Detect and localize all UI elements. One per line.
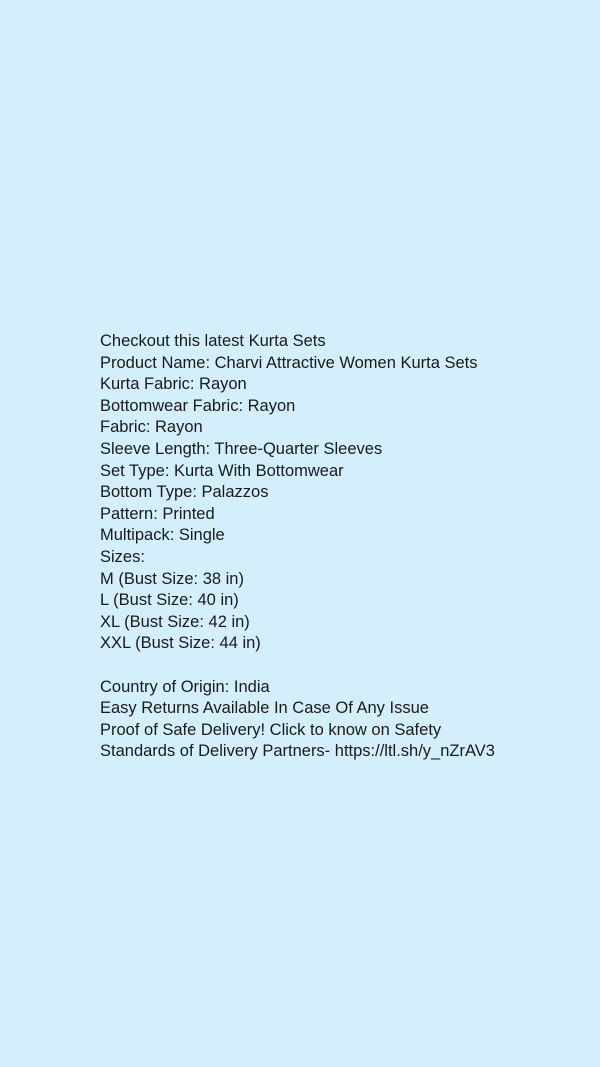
bottomwear-fabric-line: Bottomwear Fabric: Rayon bbox=[100, 396, 296, 415]
bottom-type-line: Bottom Type: Palazzos bbox=[100, 483, 269, 502]
product-name-line: Product Name: Charvi Attractive Women Kurta Sets bbox=[100, 353, 478, 372]
product-description bbox=[100, 331, 580, 763]
sizes-label: Sizes: bbox=[100, 547, 145, 566]
sleeve-length-line: Sleeve Length: Three-Quarter Sleeves bbox=[100, 439, 383, 458]
size-xxl-line: XXL (Bust Size: 44 in) bbox=[100, 634, 261, 653]
delivery-standards-line: Standards of Delivery Partners- https://ltl.sh/y_nZrAV3 bbox=[100, 742, 495, 761]
heading-line: Checkout this latest Kurta Sets bbox=[100, 332, 326, 350]
country-of-origin-line: Country of Origin: India bbox=[100, 677, 270, 696]
returns-line: Easy Returns Available In Case Of Any Issue bbox=[100, 699, 429, 718]
size-l-line: L (Bust Size: 40 in) bbox=[100, 591, 239, 610]
size-m-line: M (Bust Size: 38 in) bbox=[100, 569, 244, 588]
set-type-line: Set Type: Kurta With Bottomwear bbox=[100, 461, 344, 480]
safe-delivery-line: Proof of Safe Delivery! Click to know on Safety bbox=[100, 720, 442, 739]
size-xl-line: XL (Bust Size: 42 in) bbox=[100, 612, 250, 631]
blank-line bbox=[100, 655, 580, 677]
pattern-line: Pattern: Printed bbox=[100, 504, 215, 523]
fabric-line: Fabric: Rayon bbox=[100, 418, 203, 437]
multipack-line: Multipack: Single bbox=[100, 526, 225, 545]
kurta-fabric-line: Kurta Fabric: Rayon bbox=[100, 375, 247, 394]
